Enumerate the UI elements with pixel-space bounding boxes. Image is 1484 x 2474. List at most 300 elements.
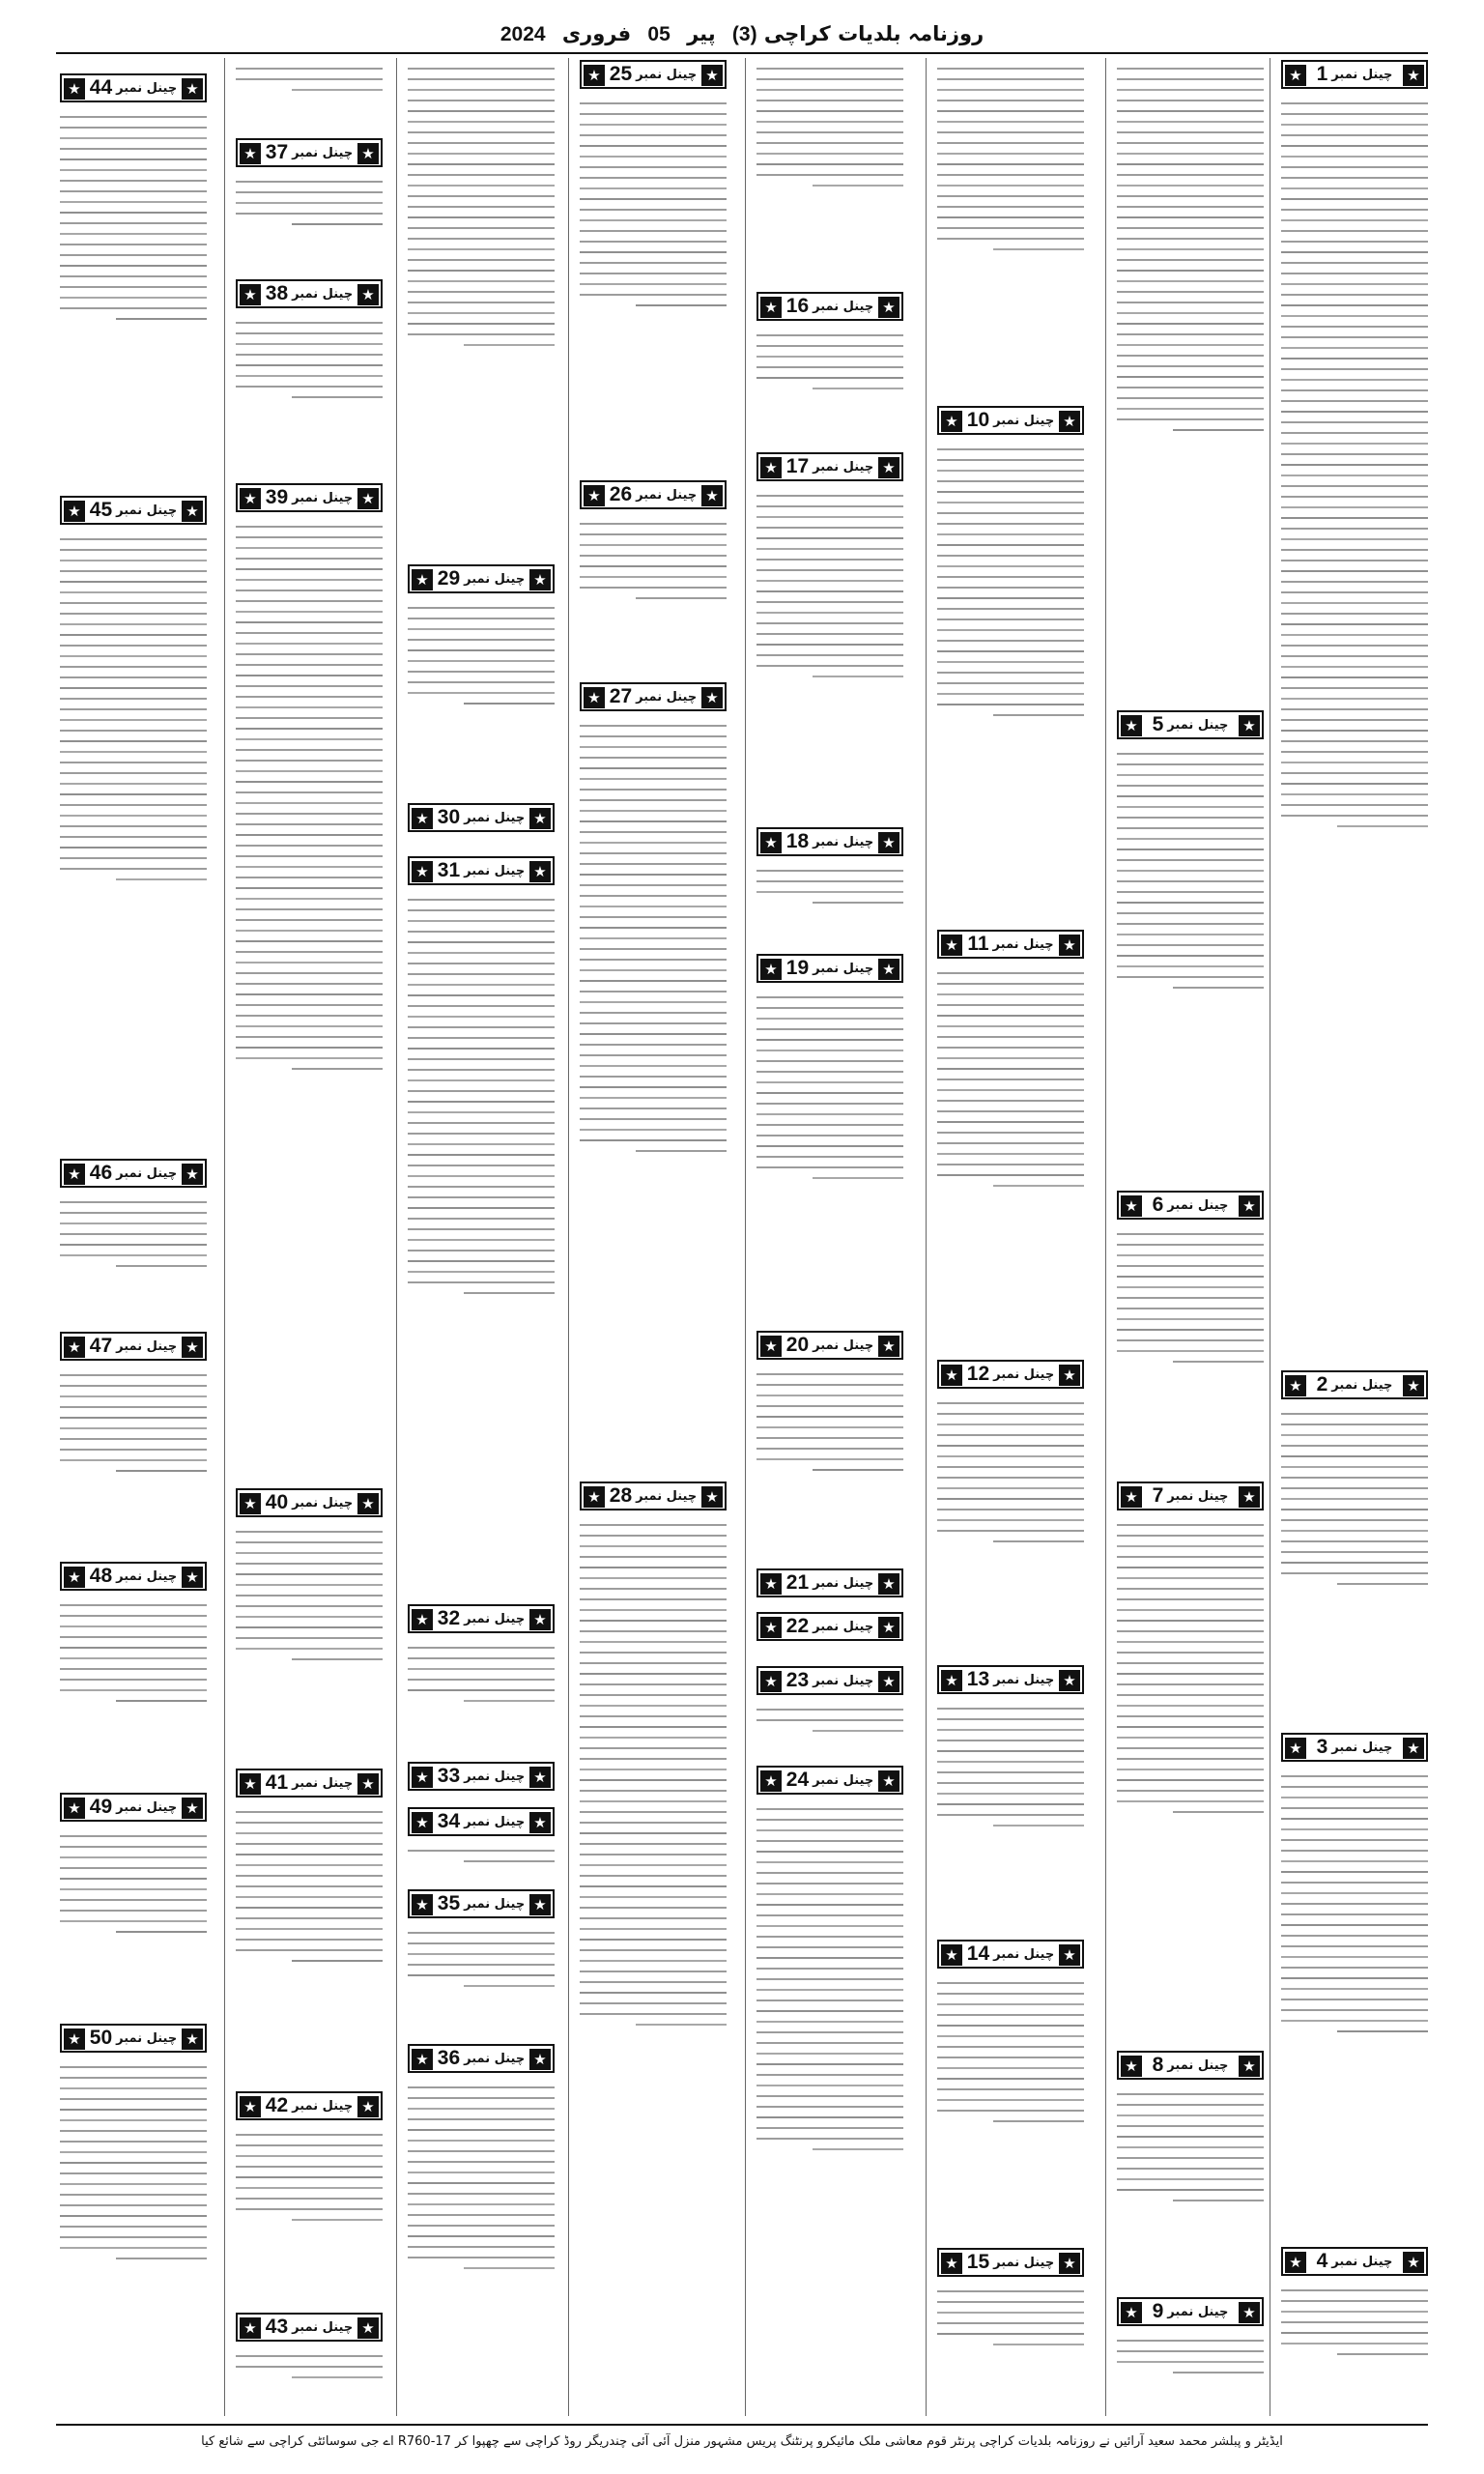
- text-line: [580, 576, 727, 578]
- text-line: [1281, 2300, 1428, 2302]
- article-text: [60, 2058, 207, 2410]
- text-line: [60, 2226, 207, 2228]
- text-line: [236, 802, 383, 804]
- channel-heading: [236, 138, 383, 167]
- text-line: [1117, 774, 1264, 776]
- article-text: [756, 1366, 903, 1563]
- text-line: [1117, 2093, 1264, 2095]
- star-icon: ★: [1121, 2056, 1142, 2077]
- text-line: [756, 1829, 903, 1831]
- text-line: [756, 1124, 903, 1126]
- text-line: [1117, 1286, 1264, 1288]
- heading-number: 24: [785, 1769, 810, 1791]
- text-line: [408, 1196, 555, 1198]
- text-line: [580, 1033, 727, 1035]
- heading-label: چینل نمبر: [116, 1338, 178, 1354]
- text-line: [937, 512, 1084, 514]
- text-line: [60, 180, 207, 182]
- heading-number: 36: [437, 2047, 461, 2069]
- text-line: [236, 2134, 383, 2136]
- heading-label: چینل نمبر: [1331, 67, 1393, 82]
- text-line: [1281, 1509, 1428, 1510]
- text-line: [408, 1228, 555, 1230]
- text-line: [756, 1883, 903, 1884]
- text-line: [60, 1395, 207, 1397]
- text-line: [1281, 326, 1428, 328]
- text-line: [756, 870, 903, 872]
- text-line: [1281, 1498, 1428, 1500]
- text-line: [1281, 1807, 1428, 1809]
- text-line: [1117, 838, 1264, 840]
- text-line: [937, 1402, 1084, 1404]
- text-line: [408, 174, 555, 176]
- star-icon: ★: [357, 488, 379, 509]
- text-line: [60, 698, 207, 700]
- heading-label: چینل نمبر: [1167, 717, 1229, 733]
- text-line: [408, 227, 555, 229]
- star-icon: ★: [1121, 1195, 1142, 1217]
- text-line: [408, 1143, 555, 1145]
- text-line: [580, 1641, 727, 1643]
- text-line: [937, 2035, 1084, 2037]
- text-line: [937, 1455, 1084, 1457]
- text-line: [116, 1265, 207, 1267]
- text-line: [580, 1054, 727, 1056]
- text-line: [756, 121, 903, 123]
- text-line: [993, 2344, 1084, 2345]
- star-icon: ★: [1285, 1738, 1306, 1759]
- star-icon: ★: [1059, 935, 1080, 956]
- text-line: [580, 1917, 727, 1919]
- text-line: [756, 1050, 903, 1051]
- star-icon: ★: [1059, 1944, 1080, 1966]
- text-line: [408, 941, 555, 943]
- star-icon: ★: [240, 488, 261, 509]
- text-line: [937, 2290, 1084, 2292]
- text-line: [1117, 1297, 1264, 1299]
- text-line: [1281, 1945, 1428, 1947]
- text-line: [236, 1864, 383, 1866]
- text-line: [1117, 753, 1264, 755]
- text-line: [1117, 880, 1264, 882]
- star-icon: ★: [878, 1336, 899, 1357]
- text-line: [937, 1434, 1084, 1436]
- text-line: [60, 1374, 207, 1376]
- text-line: [236, 547, 383, 549]
- star-icon: ★: [760, 1671, 782, 1692]
- text-line: [756, 880, 903, 882]
- text-line: [580, 1683, 727, 1685]
- heading-number: 12: [966, 1363, 990, 1385]
- text-line: [580, 1971, 727, 1972]
- text-line: [937, 672, 1084, 674]
- text-line: [1281, 1967, 1428, 1969]
- channel-heading: [1281, 1733, 1428, 1762]
- star-icon: ★: [1239, 2056, 1260, 2077]
- text-line: [60, 1835, 207, 1837]
- text-line: [580, 241, 727, 243]
- text-line: [60, 740, 207, 742]
- text-line: [236, 343, 383, 345]
- text-line: [937, 1174, 1084, 1176]
- text-line: [60, 645, 207, 647]
- star-icon: ★: [760, 457, 782, 478]
- heading-number: 46: [89, 1162, 113, 1184]
- text-line: [1117, 195, 1264, 197]
- article-text: [1117, 1516, 1264, 2045]
- star-icon: ★: [1239, 2302, 1260, 2323]
- text-line: [1281, 1424, 1428, 1425]
- text-line: [1281, 1977, 1428, 1979]
- text-line: [60, 201, 207, 203]
- text-line: [993, 1185, 1084, 1187]
- text-line: [408, 1932, 555, 1934]
- star-icon: ★: [529, 569, 551, 590]
- heading-label: چینل نمبر: [1167, 2057, 1229, 2073]
- text-line: [1281, 581, 1428, 583]
- text-line: [60, 148, 207, 150]
- text-line: [408, 899, 555, 901]
- text-line: [756, 1872, 903, 1874]
- text-line: [1281, 2332, 1428, 2334]
- text-line: [292, 1658, 383, 1660]
- text-line: [408, 1668, 555, 1670]
- text-line: [937, 704, 1084, 705]
- text-line: [1117, 376, 1264, 378]
- heading-number: 35: [437, 1892, 461, 1914]
- text-line: [408, 195, 555, 197]
- text-line: [1281, 506, 1428, 508]
- heading-number: 9: [1152, 2300, 1164, 2322]
- text-line: [236, 781, 383, 783]
- text-line: [756, 622, 903, 624]
- text-line: [1281, 251, 1428, 253]
- heading-label: چینل نمبر: [636, 487, 698, 503]
- text-line: [1281, 1818, 1428, 1820]
- text-line: [236, 621, 383, 623]
- text-line: [236, 2144, 383, 2146]
- text-line: [1281, 623, 1428, 625]
- text-line: [937, 2333, 1084, 2335]
- channel-heading: [580, 480, 727, 509]
- text-line: [937, 1729, 1084, 1731]
- star-icon: ★: [412, 861, 433, 882]
- text-line: [756, 2085, 903, 2086]
- text-line: [1281, 2020, 1428, 2022]
- article-text: [408, 838, 555, 850]
- text-line: [937, 1004, 1084, 1006]
- article-text: [756, 487, 903, 821]
- text-line: [813, 1730, 903, 1732]
- text-line: [580, 884, 727, 886]
- news-column: [576, 58, 730, 2416]
- text-line: [60, 1427, 207, 1429]
- heading-label: چینل نمبر: [292, 1495, 354, 1510]
- text-line: [580, 2002, 727, 2004]
- text-line: [408, 2172, 555, 2173]
- text-line: [580, 778, 727, 780]
- text-line: [292, 223, 383, 225]
- text-line: [756, 1893, 903, 1895]
- text-line: [408, 639, 555, 641]
- heading-label: چینل نمبر: [116, 1799, 178, 1815]
- text-line: [580, 991, 727, 992]
- text-line: [937, 470, 1084, 472]
- text-line: [1281, 1540, 1428, 1542]
- text-line: [60, 2247, 207, 2249]
- heading-label: چینل نمبر: [813, 1575, 874, 1591]
- text-line: [580, 1076, 727, 1078]
- text-line: [1117, 1662, 1264, 1664]
- text-line: [937, 1740, 1084, 1741]
- text-line: [937, 597, 1084, 599]
- heading-label: چینل نمبر: [464, 2051, 526, 2066]
- text-line: [1117, 344, 1264, 346]
- text-line: [60, 1604, 207, 1606]
- text-line: [236, 526, 383, 528]
- text-line: [1281, 1455, 1428, 1457]
- text-line: [1117, 1556, 1264, 1558]
- text-line: [580, 2013, 727, 2015]
- text-line: [408, 1974, 555, 1976]
- heading-label: چینل نمبر: [1331, 1377, 1393, 1393]
- column-divider: [396, 58, 397, 2416]
- text-line: [1117, 248, 1264, 250]
- text-line: [1117, 238, 1264, 240]
- text-line: [580, 544, 727, 546]
- text-line: [408, 302, 555, 303]
- channel-heading: [408, 1807, 555, 1836]
- channel-heading: [60, 1793, 207, 1822]
- text-line: [580, 810, 727, 812]
- text-line: [580, 156, 727, 158]
- text-line: [1117, 1705, 1264, 1707]
- text-line: [236, 1928, 383, 1930]
- text-line: [1173, 2200, 1264, 2201]
- column-divider: [745, 58, 746, 2416]
- text-line: [756, 1904, 903, 1906]
- heading-label: چینل نمبر: [292, 286, 354, 302]
- text-line: [580, 1811, 727, 1813]
- text-line: [408, 1218, 555, 1220]
- text-line: [1281, 804, 1428, 806]
- text-line: [580, 937, 727, 939]
- text-line: [60, 1438, 207, 1440]
- text-line: [60, 613, 207, 615]
- text-line: [937, 174, 1084, 176]
- text-line: [1117, 1620, 1264, 1622]
- text-line: [937, 121, 1084, 123]
- text-line: [993, 2120, 1084, 2122]
- text-line: [236, 632, 383, 634]
- star-icon: ★: [878, 1770, 899, 1792]
- text-line: [580, 262, 727, 264]
- text-line: [756, 2053, 903, 2055]
- star-icon: ★: [701, 687, 723, 708]
- heading-number: 37: [265, 141, 289, 163]
- text-line: [937, 195, 1084, 197]
- text-line: [937, 693, 1084, 695]
- text-line: [1117, 1630, 1264, 1632]
- star-icon: ★: [1285, 65, 1306, 86]
- text-line: [236, 791, 383, 793]
- text-line: [1281, 1988, 1428, 1990]
- channel-heading: [756, 1612, 903, 1641]
- text-line: [1281, 549, 1428, 551]
- text-line: [937, 2067, 1084, 2069]
- text-line: [1117, 216, 1264, 218]
- text-line: [464, 1860, 555, 1862]
- text-line: [937, 1750, 1084, 1752]
- text-line: [1281, 645, 1428, 647]
- text-line: [756, 1113, 903, 1115]
- text-line: [1281, 708, 1428, 710]
- text-line: [1173, 2372, 1264, 2373]
- text-line: [756, 1071, 903, 1073]
- text-line: [937, 459, 1084, 461]
- heading-number: 4: [1316, 2250, 1328, 2272]
- text-line: [1117, 1308, 1264, 1309]
- text-line: [60, 1201, 207, 1203]
- star-icon: ★: [1059, 1365, 1080, 1386]
- text-line: [60, 836, 207, 838]
- text-line: [408, 2203, 555, 2205]
- text-line: [60, 286, 207, 288]
- text-line: [408, 1122, 555, 1124]
- text-line: [60, 116, 207, 118]
- text-line: [1117, 1350, 1264, 1352]
- text-line: [756, 1709, 903, 1711]
- text-line: [408, 2140, 555, 2142]
- text-line: [756, 1166, 903, 1168]
- star-icon: ★: [357, 2317, 379, 2339]
- text-line: [636, 2024, 727, 2026]
- text-line: [1281, 793, 1428, 795]
- text-line: [292, 396, 383, 398]
- text-line: [408, 618, 555, 619]
- text-line: [813, 902, 903, 904]
- text-line: [937, 2312, 1084, 2314]
- text-line: [756, 1851, 903, 1853]
- article-text: [937, 441, 1084, 924]
- text-line: [937, 650, 1084, 652]
- heading-number: 23: [785, 1669, 810, 1691]
- text-line: [60, 2183, 207, 2185]
- text-line: [937, 993, 1084, 995]
- text-line: [937, 2025, 1084, 2027]
- text-line: [756, 644, 903, 646]
- text-line: [580, 1747, 727, 1749]
- text-line: [408, 270, 555, 272]
- text-line: [60, 751, 207, 753]
- text-line: [580, 1981, 727, 1983]
- text-line: [937, 1121, 1084, 1123]
- text-line: [937, 1015, 1084, 1017]
- text-line: [236, 568, 383, 570]
- text-line: [236, 1563, 383, 1565]
- star-icon: ★: [1285, 2252, 1306, 2273]
- star-icon: ★: [701, 65, 723, 86]
- text-line: [580, 124, 727, 126]
- text-line: [937, 1477, 1084, 1479]
- text-line: [60, 815, 207, 817]
- text-line: [236, 213, 383, 215]
- text-line: [756, 590, 903, 592]
- text-line: [1281, 591, 1428, 593]
- text-line: [636, 304, 727, 306]
- text-line: [580, 906, 727, 907]
- text-line: [408, 2182, 555, 2184]
- text-line: [1281, 2343, 1428, 2345]
- text-line: [580, 177, 727, 179]
- text-line: [1117, 1535, 1264, 1537]
- text-line: [937, 523, 1084, 525]
- text-line: [60, 212, 207, 214]
- masthead: [0, 17, 1484, 50]
- text-line: [60, 1233, 207, 1235]
- star-icon: ★: [182, 1567, 203, 1588]
- news-column: [1277, 58, 1432, 2416]
- text-line: [756, 153, 903, 155]
- text-line: [408, 1101, 555, 1103]
- text-line: [756, 1437, 903, 1439]
- text-line: [60, 868, 207, 870]
- text-line: [756, 100, 903, 101]
- star-icon: ★: [182, 501, 203, 522]
- star-icon: ★: [412, 1894, 433, 1915]
- text-line: [1281, 602, 1428, 604]
- text-line: [60, 793, 207, 795]
- text-line: [756, 377, 903, 379]
- text-line: [756, 356, 903, 358]
- heading-number: 6: [1152, 1194, 1164, 1216]
- text-line: [236, 951, 383, 953]
- text-line: [1281, 1903, 1428, 1905]
- text-line: [408, 153, 555, 155]
- text-line: [1281, 1839, 1428, 1841]
- text-line: [1117, 1800, 1264, 1802]
- text-line: [1117, 1673, 1264, 1675]
- text-line: [236, 1047, 383, 1049]
- text-line: [756, 580, 903, 582]
- text-line: [408, 323, 555, 325]
- text-line: [580, 1992, 727, 1994]
- text-line: [993, 248, 1084, 250]
- text-line: [580, 1800, 727, 1802]
- text-line: [1117, 1588, 1264, 1590]
- star-icon: ★: [182, 2028, 203, 2050]
- channel-heading: [756, 292, 903, 321]
- text-line: [116, 1931, 207, 1933]
- star-icon: ★: [760, 1617, 782, 1638]
- text-line: [580, 842, 727, 844]
- text-line: [937, 608, 1084, 610]
- text-line: [580, 1524, 727, 1526]
- star-icon: ★: [357, 1493, 379, 1514]
- text-line: [60, 275, 207, 277]
- text-line: [408, 1647, 555, 1649]
- article-text: [236, 1523, 383, 1763]
- text-line: [408, 1005, 555, 1007]
- text-line: [756, 1135, 903, 1136]
- text-line: [937, 661, 1084, 663]
- heading-label: چینل نمبر: [464, 571, 526, 587]
- text-line: [580, 1588, 727, 1590]
- text-line: [1281, 1860, 1428, 1862]
- channel-heading: [580, 682, 727, 711]
- star-icon: ★: [64, 1798, 85, 1819]
- star-icon: ★: [701, 1486, 723, 1508]
